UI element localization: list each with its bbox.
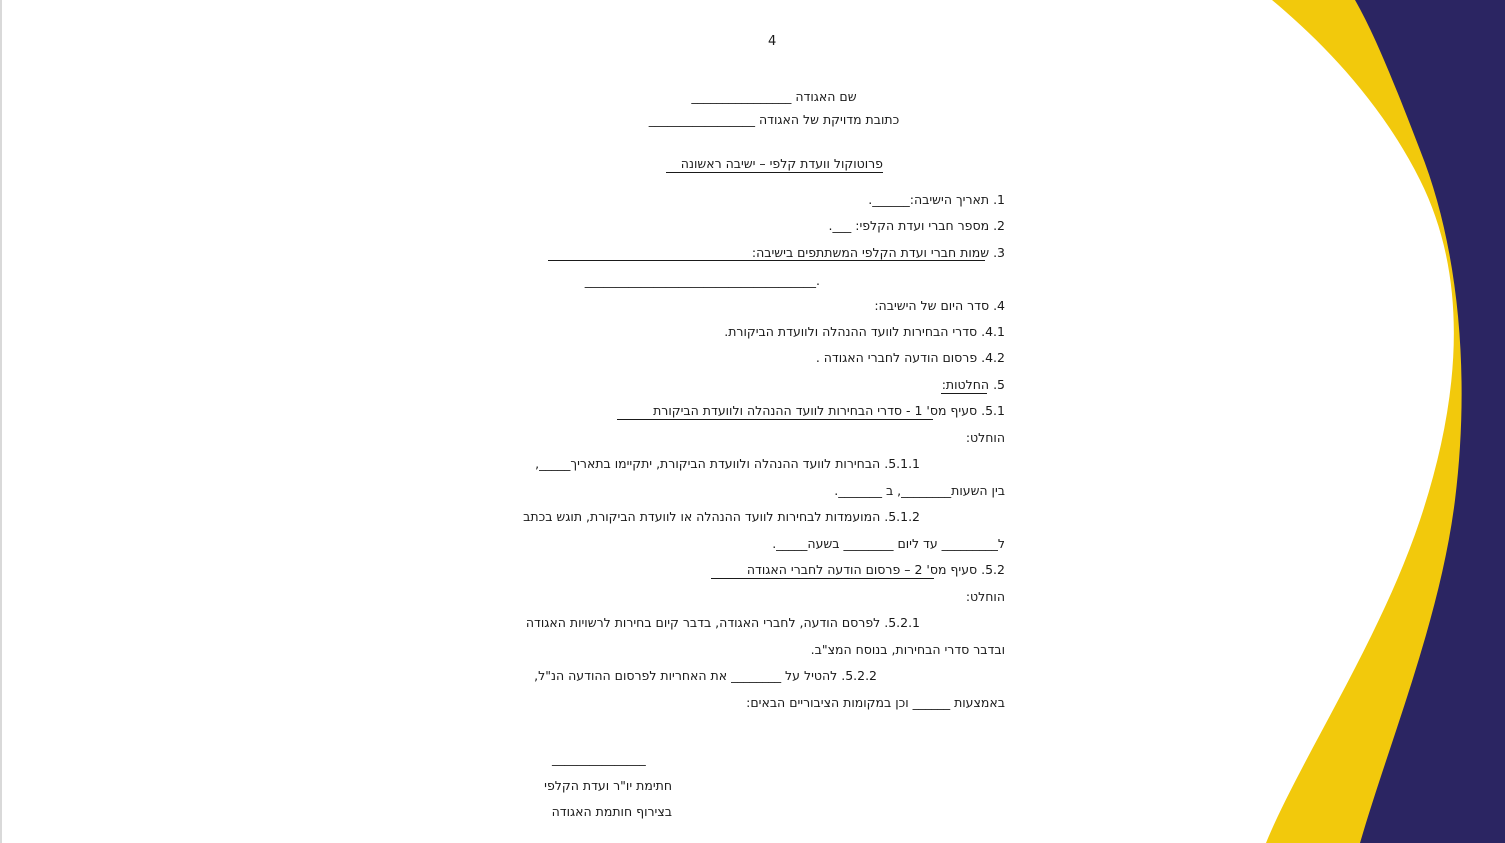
item-section-1: 5.1. סעיף מס' 1 - סדרי הבחירות לוועד ההנהלה ולוועדת הביקורת <box>653 403 1005 418</box>
item-meeting-date: 1. תאריך הישיבה:______. <box>868 192 1005 207</box>
item-decisions: 5. החלטות: <box>941 377 1005 392</box>
item-member-count: 2. מספר חברי ועדת הקלפי: ___. <box>828 218 1005 233</box>
item-5-2-1-cont: ובדבר סדרי הבחירות, בנוסח המצ"ב. <box>810 642 1005 657</box>
item-5-1-1: 5.1.1. הבחירות לוועד ההנהלה ולוועדת הביקורת, יתקיימו בתאריך_____, <box>535 456 920 471</box>
item-agenda: 4. סדר היום של הישיבה: <box>874 298 1005 313</box>
item-5-1-2-cont: ל_________ עד ליום ________ בשעה_____. <box>772 536 1005 551</box>
item-5-2-1: 5.2.1. לפרסם הודעה, לחברי האגודה, בדבר קיום בחירות לרשויות האגודה <box>525 615 920 630</box>
item-5-1-2: 5.1.2. המועמדות לבחירות לוועד ההנהלה או לוועדת הביקורת, תוגש בכתב <box>523 509 920 524</box>
section-1-underline <box>617 419 933 420</box>
decisions-underline <box>941 393 987 394</box>
member-names-underline <box>548 260 985 261</box>
item-section-2: 5.2. סעיף מס' 2 – פרסום הודעה לחברי האגודה <box>746 562 1005 577</box>
member-names-blank: ._____________________________________ <box>584 273 820 288</box>
item-5-2-2-cont: באמצעות ______ וכן במקומות הציבוריים הבאים: <box>746 695 1005 710</box>
decided-label-2: הוחלט: <box>965 589 1005 604</box>
page-number: 4 <box>768 34 777 49</box>
decided-label-1: הוחלט: <box>965 430 1005 445</box>
signature-blank: _______________ <box>552 751 646 766</box>
org-name-line: שם האגודה ________________ <box>691 89 857 104</box>
document-title: פרוטוקול וועדת קלפי – ישיבה ראשונה <box>680 156 883 171</box>
org-address-line: כתובת מדויקת של האגודה _________________ <box>648 112 900 127</box>
item-5-2-2: 5.2.2. להטיל על ________ את האחריות לפרסום ההודעה הנ"ל, <box>534 668 877 683</box>
item-agenda-2: 4.2. פרסום הודעה לחברי האגודה . <box>815 350 1005 365</box>
title-underline <box>666 172 883 173</box>
item-agenda-1: 4.1. סדרי הבחירות לוועד ההנהלה ולוועדת הביקורת. <box>724 324 1005 339</box>
stamp-label: בצירוף חותמת האגודה <box>551 804 672 819</box>
section-2-underline <box>711 578 934 579</box>
signature-label: חתימת יו"ר ועדת הקלפי <box>544 778 672 793</box>
item-5-1-1-cont: בין השעות________, ב _______. <box>834 483 1005 498</box>
item-member-names: 3. שמות חברי ועדת הקלפי המשתתפים בישיבה: <box>751 245 1005 260</box>
